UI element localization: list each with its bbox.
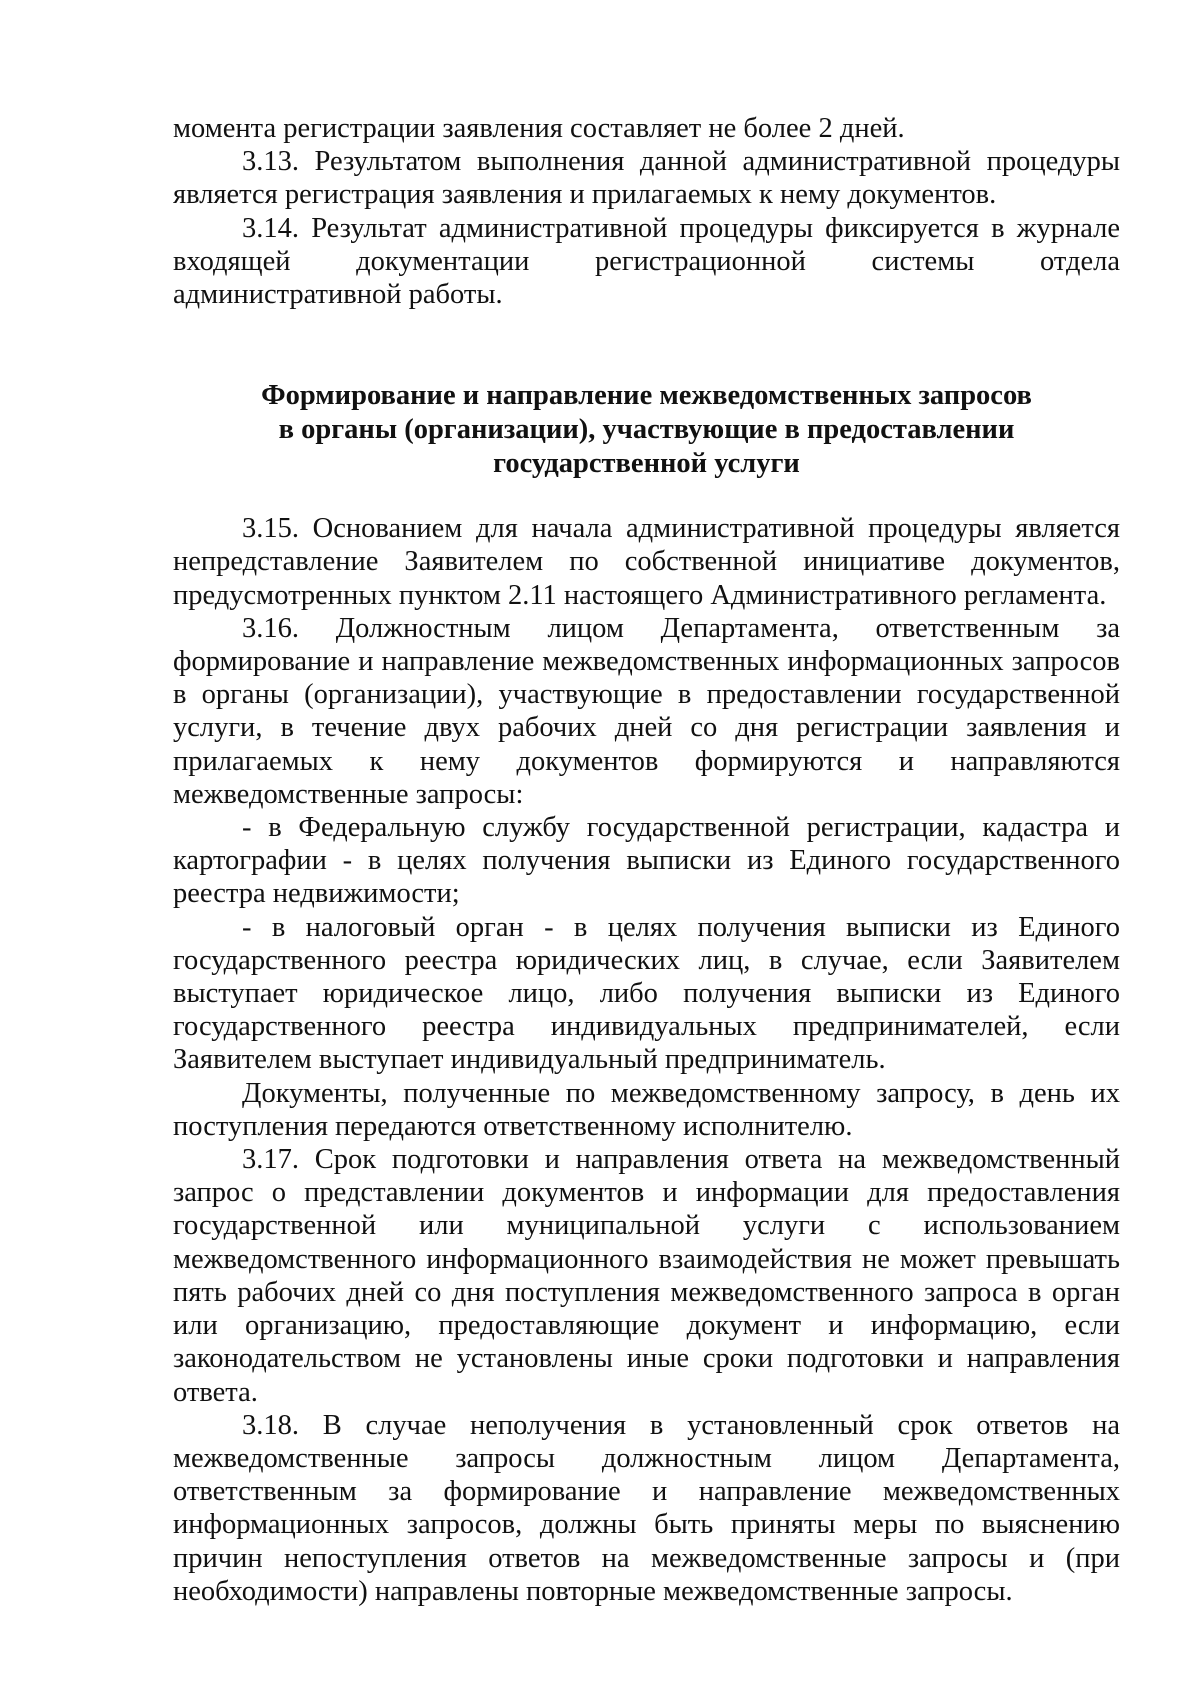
paragraph-3-15: 3.15. Основанием для начала административной процедуры является непредставление Заявителем по собственной инициативе документов, предусмотренных пунктом 2.11 настоящего Административного регламента. xyxy=(173,513,1120,611)
paragraph-3-13: 3.13. Результатом выполнения данной административной процедуры является регистрация заявления и прилагаемых к нему документов. xyxy=(173,146,1120,211)
paragraph-documents-received: Документы, полученные по межведомственному запросу, в день их поступления передаются ответственному исполнителю. xyxy=(173,1077,1120,1142)
paragraph-continuation: момента регистрации заявления составляет не более 2 дней. xyxy=(173,113,905,144)
document-page xyxy=(173,112,1120,1608)
heading-line-2: в органы (организации), участвующие в предоставлении xyxy=(278,414,1015,446)
list-item-rosreestr: - в Федеральную службу государственной регистрации, кадастра и картографии - в целях получения выписки из Единого государственного реестра недвижимости; xyxy=(173,812,1120,910)
list-item-tax-authority: - в налоговый орган - в целях получения выписки из Единого государственного реестра юридических лиц, в случае, если Заявителем выступает юридическое лицо, либо получения выписки из Единого государственного реестра индивидуальных предпринимателей, если Заявителем выступает индивидуальный предприниматель. xyxy=(173,911,1120,1076)
heading-line-3: государственной услуги xyxy=(493,448,800,480)
paragraph-3-18: 3.18. В случае неполучения в установленный срок ответов на межведомственные запросы должностным лицом Департамента, ответственным за формирование и направление межведомственных информационных запросов, должны быть приняты меры по выяснению причин непоступления ответов на межведомственные запросы и (при необходимости) направлены повторные межведомственные запросы. xyxy=(173,1409,1120,1607)
section-heading xyxy=(173,379,1120,481)
heading-line-1: Формирование и направление межведомственных запросов xyxy=(261,380,1032,412)
paragraph-3-16: 3.16. Должностным лицом Департамента, ответственным за формирование и направление межведомственных информационных запросов в органы (организации), участвующие в предоставлении государственной услуги, в течение двух рабочих дней со дня регистрации заявления и прилагаемых к нему документов формируются и направляются межведомственные запросы: xyxy=(173,612,1120,810)
paragraph-3-14: 3.14. Результат административной процедуры фиксируется в журнале входящей документации регистрационной системы отдела административной работы. xyxy=(173,212,1120,311)
paragraph-3-17: 3.17. Срок подготовки и направления ответа на межведомственный запрос о представлении документов и информации для предоставления государственной или муниципальной услуги с использованием межведомственного информационного взаимодействия не может превышать пять рабочих дней со дня поступления межведомственного запроса в орган или организацию, предоставляющие документ и информацию, если законодательством не установлены иные сроки подготовки и направления ответа. xyxy=(173,1144,1120,1408)
